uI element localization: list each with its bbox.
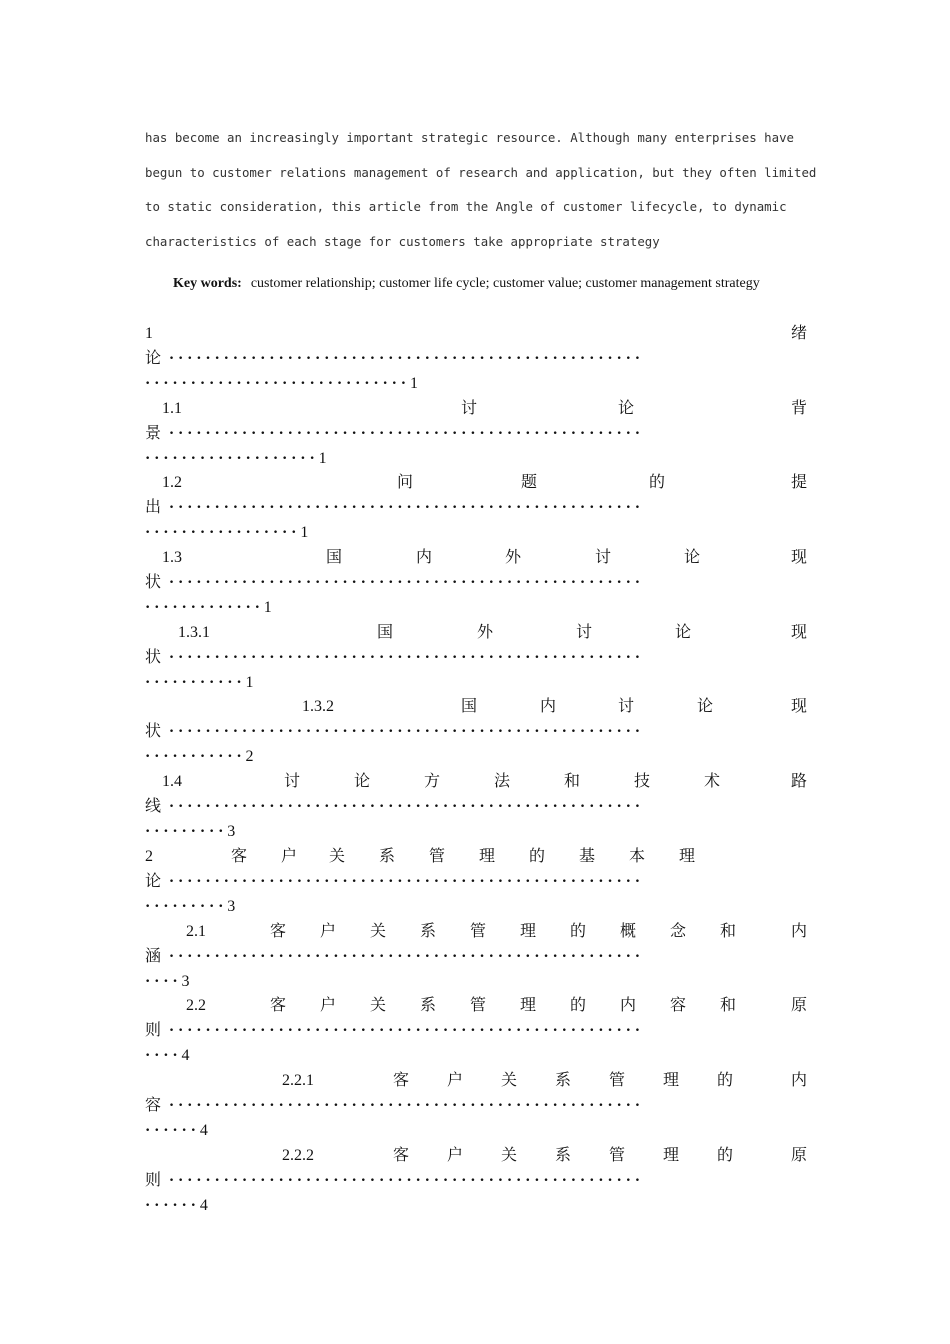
toc-title-char: 原	[791, 997, 808, 1015]
toc-leader-dots: ···········	[145, 748, 246, 766]
toc-leader-dots: ····················································	[161, 350, 644, 367]
toc-title-char: 绪	[791, 325, 808, 342]
toc-leader-dots: ····················································	[161, 499, 644, 517]
toc-entry[interactable]	[145, 994, 807, 1069]
toc-title-char: 客	[393, 1146, 410, 1164]
toc-title-char: 客	[270, 922, 287, 940]
toc-title-char: 讨	[618, 698, 635, 716]
toc-title-char: 讨	[576, 623, 593, 641]
toc-title-char: 现	[791, 549, 808, 567]
toc-entry[interactable]	[145, 397, 807, 472]
toc-title-char: 题	[521, 474, 538, 492]
toc-title-char: 状	[145, 574, 162, 592]
toc-entry-number: 1.3.1	[178, 623, 210, 641]
toc-title-char: 论	[697, 698, 714, 716]
toc-title-char: 术	[704, 773, 721, 791]
toc-title-char: 和	[720, 922, 737, 940]
toc-title-char: 系	[420, 997, 437, 1015]
toc-title-char: 现	[791, 623, 808, 641]
toc-title-char: 关	[501, 1146, 518, 1164]
toc-leader-dots: ····················································	[161, 1096, 644, 1114]
toc-page-number: 1	[318, 449, 327, 467]
toc-entry[interactable]	[145, 546, 807, 621]
toc-title-char: 论	[145, 350, 162, 367]
toc-page-number: 4	[181, 1047, 190, 1065]
abstract-line: has become an increasingly important strategic resource. Although many enterprises have	[145, 130, 795, 145]
toc-title-char: 景	[145, 424, 162, 442]
toc-leader-dots: ····	[145, 972, 182, 990]
toc-title-char: 容	[145, 1096, 162, 1114]
toc-title-char: 户	[320, 922, 337, 940]
toc-title-char: 国	[326, 549, 343, 567]
toc-title-char: 管	[470, 922, 487, 940]
toc-title-char: 的	[717, 1146, 734, 1164]
toc-title-char: 状	[145, 723, 162, 741]
toc-leader-dots: ·····························	[145, 375, 410, 392]
toc-title-char: 原	[791, 1146, 808, 1164]
toc-entry-number: 1.2	[162, 474, 182, 492]
toc-entry-number: 1.3	[162, 549, 182, 567]
toc-leader-dots: ····················································	[161, 872, 644, 890]
toc-title-char: 理	[520, 922, 537, 940]
toc-title-char: 背	[791, 399, 808, 417]
toc-entry[interactable]	[145, 770, 807, 845]
toc-leader-dots: ···········	[145, 673, 246, 691]
toc-title-char: 关	[370, 922, 387, 940]
toc-title-char: 的	[717, 1071, 734, 1089]
toc-title-char: 状	[145, 648, 162, 666]
toc-title-char: 论	[618, 399, 635, 417]
toc-entry[interactable]	[145, 920, 807, 995]
toc-title-char: 国	[461, 698, 478, 716]
toc-title-char: 关	[501, 1071, 518, 1089]
toc-title-char: 外	[477, 623, 494, 641]
toc-title-char: 客	[270, 997, 287, 1015]
toc-leader-dots: ······	[145, 1196, 200, 1214]
toc-title-char: 念	[670, 922, 687, 940]
toc-title-char: 路	[791, 773, 808, 791]
toc-title-char: 讨	[595, 549, 612, 567]
toc-leader-dots: ·········	[145, 823, 228, 841]
toc-entry[interactable]	[145, 322, 807, 397]
toc-leader-dots: ····	[145, 1047, 182, 1065]
toc-title-char: 论	[675, 623, 692, 641]
toc-title-char: 技	[634, 773, 651, 791]
toc-title-char: 管	[470, 997, 487, 1015]
toc-leader-dots: ·················	[145, 524, 301, 542]
toc-title-char: 理	[663, 1071, 680, 1089]
toc-title-char: 管	[429, 847, 446, 865]
toc-title-char: 外	[505, 549, 522, 567]
toc-title-char: 理	[520, 997, 537, 1015]
toc-title-char: 法	[494, 773, 511, 791]
toc-leader-dots: ····················································	[161, 1022, 644, 1040]
toc-title-char: 内	[416, 549, 433, 567]
toc-title-char: 方	[424, 773, 441, 791]
toc-page-number: 1	[263, 599, 272, 617]
toc-title-char: 现	[791, 698, 808, 716]
toc-title-char: 关	[329, 847, 346, 865]
toc-entry[interactable]	[145, 845, 807, 920]
toc-leader-dots: ·············	[145, 599, 264, 617]
toc-entry-number: 2.2.2	[282, 1146, 314, 1164]
toc-page-number: 3	[227, 897, 236, 915]
toc-title-char: 出	[145, 499, 162, 517]
toc-title-char: 则	[145, 1022, 162, 1040]
toc-leader-dots: ···················	[145, 449, 319, 467]
toc-page-number: 4	[199, 1121, 208, 1139]
toc-title-char: 提	[791, 474, 808, 492]
toc-leader-dots: ····················································	[161, 723, 644, 741]
toc-title-char: 讨	[461, 399, 478, 417]
toc-leader-dots: ·········	[145, 897, 228, 915]
toc-title-char: 理	[663, 1146, 680, 1164]
toc-entry[interactable]	[145, 471, 807, 546]
toc-entry[interactable]	[145, 695, 807, 770]
toc-entry-number: 2	[145, 847, 153, 865]
toc-title-char: 客	[231, 847, 248, 865]
toc-page-number: 1	[245, 673, 254, 691]
toc-page-number: 1	[300, 524, 309, 542]
toc-entry-number: 1.4	[162, 773, 182, 791]
toc-title-char: 内	[540, 698, 557, 716]
toc-page-number: 2	[245, 748, 254, 766]
toc-title-char: 的	[570, 997, 587, 1015]
toc-title-char: 管	[609, 1071, 626, 1089]
toc-title-char: 系	[420, 922, 437, 940]
toc-title-char: 理	[479, 847, 496, 865]
toc-entry[interactable]	[145, 621, 807, 696]
toc-title-char: 内	[791, 922, 808, 940]
toc-entry-number: 2.1	[186, 922, 206, 940]
toc-entry-number: 1.3.2	[302, 698, 334, 716]
toc-leader-dots: ····················································	[161, 947, 644, 965]
toc-title-char: 户	[447, 1146, 464, 1164]
toc-entry-number: 2.2	[186, 997, 206, 1015]
toc-title-char: 和	[720, 997, 737, 1015]
toc-title-char: 讨	[284, 773, 301, 791]
toc-title-char: 理	[679, 847, 696, 865]
toc-title-char: 内	[620, 997, 637, 1015]
toc-title-char: 和	[564, 773, 581, 791]
table-of-contents	[145, 322, 807, 1218]
toc-title-char: 则	[145, 1171, 162, 1189]
toc-title-char: 客	[393, 1071, 410, 1089]
toc-leader-dots: ····················································	[161, 574, 644, 592]
toc-title-char: 的	[649, 474, 666, 492]
toc-title-char: 基	[579, 847, 596, 865]
toc-title-char: 系	[555, 1146, 572, 1164]
abstract-line: characteristics of each stage for customers take appropriate strategy	[145, 233, 660, 249]
toc-title-char: 问	[397, 474, 414, 492]
toc-title-char: 系	[555, 1071, 572, 1089]
toc-title-char: 户	[320, 997, 337, 1015]
toc-title-char: 论	[354, 773, 371, 791]
toc-title-char: 概	[620, 922, 637, 940]
toc-page-number: 3	[227, 823, 236, 841]
toc-leader-dots: ······	[145, 1121, 200, 1139]
toc-title-char: 系	[379, 847, 396, 865]
toc-leader-dots: ····················································	[161, 1171, 644, 1189]
toc-title-char: 内	[791, 1071, 808, 1089]
toc-title-char: 国	[377, 623, 394, 641]
keywords-text: customer relationship; customer life cycle; customer value; customer management strategy	[250, 276, 760, 291]
toc-title-char: 论	[145, 872, 162, 890]
toc-entry-number: 1.1	[162, 399, 182, 417]
toc-title-char: 容	[670, 997, 687, 1015]
toc-title-char: 户	[281, 847, 298, 865]
toc-leader-dots: ····················································	[161, 424, 644, 442]
abstract-line: to static consideration, this article from the Angle of customer lifecycle, to dynamic	[145, 199, 787, 214]
abstract-text	[145, 128, 817, 266]
toc-title-char: 关	[370, 997, 387, 1015]
toc-page-number: 3	[181, 972, 190, 990]
toc-entry-number: 2.2.1	[282, 1071, 314, 1089]
toc-entry[interactable]	[145, 1069, 807, 1144]
toc-title-char: 户	[447, 1071, 464, 1089]
toc-title-char: 论	[684, 549, 701, 567]
toc-title-char: 的	[570, 922, 587, 940]
toc-page-number: 4	[199, 1196, 208, 1214]
keywords	[173, 276, 760, 292]
toc-entry-number: 1	[145, 325, 153, 342]
toc-title-char: 涵	[145, 947, 162, 965]
toc-title-char: 的	[529, 847, 546, 865]
keywords-label: Key words:	[173, 276, 242, 291]
toc-title-char: 线	[145, 798, 162, 816]
toc-leader-dots: ····················································	[161, 798, 644, 816]
abstract-line: begun to customer relations management of research and application, but they often limited	[145, 164, 817, 180]
toc-title-char: 本	[629, 847, 646, 865]
toc-page-number: 1	[409, 375, 418, 392]
toc-leader-dots: ····················································	[161, 648, 644, 666]
toc-title-char: 管	[609, 1146, 626, 1164]
toc-entry[interactable]	[145, 1144, 807, 1219]
